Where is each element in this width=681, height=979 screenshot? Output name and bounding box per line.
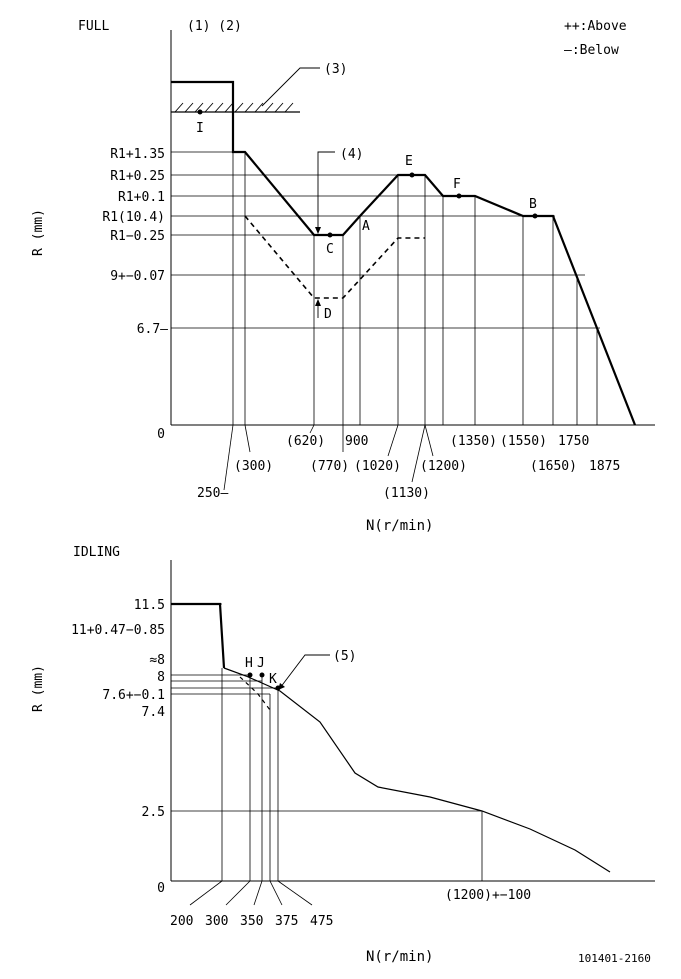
- idling-chart: [171, 560, 655, 905]
- x-tick-250: 250—: [197, 486, 229, 501]
- point-a: A: [362, 219, 370, 234]
- y-tick-0: 0: [157, 427, 165, 442]
- x-tick-375: 375: [275, 914, 299, 929]
- full-title: FULL: [78, 19, 110, 34]
- x-tick-300: (300): [234, 459, 274, 474]
- x-tick-350: 350: [240, 914, 264, 929]
- y-tick-7-6: 7.6+−0.1: [102, 688, 165, 703]
- y-tick-11-5: 11.5: [133, 598, 165, 613]
- x-tick-1875: 1875: [589, 459, 621, 474]
- x-tick-770: (770): [310, 459, 350, 474]
- full-x-ticks: [197, 434, 620, 501]
- idling-curve-below: [240, 677, 270, 710]
- note-1-2: (1) (2): [187, 19, 242, 34]
- note-5: (5): [333, 649, 357, 664]
- point-e: E: [405, 154, 413, 169]
- x-tick-1130: (1130): [383, 486, 430, 501]
- x-tick-1650: (1650): [530, 459, 577, 474]
- idling-title: IDLING: [73, 545, 120, 560]
- legend-above: ++:Above: [564, 19, 627, 34]
- point-k: K: [269, 672, 277, 687]
- y-tick-9: 9+−0.07: [110, 269, 165, 284]
- y-tick-6-7: 6.7—: [136, 322, 168, 337]
- y-tick-r1-minus-0-25: R1−0.25: [110, 229, 165, 244]
- point-d: D: [324, 307, 332, 322]
- idling-y-ticks: [71, 598, 165, 896]
- x-tick-475: 475: [310, 914, 334, 929]
- x-tick-900: 900: [345, 434, 369, 449]
- x-tick-1750: 1750: [558, 434, 590, 449]
- x-tick-620: (620): [286, 434, 326, 449]
- full-x-axis-label: N(r/min): [366, 518, 434, 534]
- idling-x-ticks: [170, 888, 531, 929]
- full-chart: [171, 30, 655, 490]
- x-tick-1020: (1020): [354, 459, 401, 474]
- y-tick-11-tol: 11+0.47−0.85: [71, 623, 165, 638]
- full-curve-above: [171, 82, 635, 425]
- y-tick-approx-8: ≈8: [149, 653, 165, 668]
- point-i: I: [196, 121, 204, 136]
- idling-y-axis-label: R (mm): [31, 665, 46, 712]
- point-h: H: [245, 656, 253, 671]
- x-tick-idle-300: 300: [205, 914, 229, 929]
- drawing-number: 101401-2160: [578, 952, 651, 965]
- x-tick-1550: (1550): [500, 434, 547, 449]
- idling-curve-upper: [171, 604, 224, 668]
- y-tick-idling-0: 0: [157, 881, 165, 896]
- y-tick-r1: R1(10.4): [102, 210, 165, 225]
- note-3: (3): [324, 62, 348, 77]
- point-c: C: [326, 242, 334, 257]
- x-tick-1200: (1200): [420, 459, 467, 474]
- y-tick-r1-plus-1-35: R1+1.35: [110, 147, 165, 162]
- idling-curve: [224, 668, 610, 872]
- y-tick-8: 8: [157, 670, 165, 685]
- point-b: B: [529, 197, 537, 212]
- note-4: (4): [340, 147, 364, 162]
- point-f: F: [453, 177, 461, 192]
- full-y-axis-label: R (mm): [31, 209, 46, 256]
- legend-below: —:Below: [564, 43, 619, 58]
- x-tick-idle-1200: (1200)+−100: [445, 888, 532, 903]
- full-point-labels: [196, 121, 537, 322]
- x-tick-1350: (1350): [450, 434, 497, 449]
- point-j: J: [257, 656, 265, 671]
- idling-x-axis-label: N(r/min): [366, 949, 434, 965]
- y-tick-7-4: 7.4: [141, 705, 165, 720]
- y-tick-2-5: 2.5: [141, 805, 165, 820]
- x-tick-200: 200: [170, 914, 194, 929]
- y-tick-r1-plus-0-1: R1+0.1: [118, 190, 165, 205]
- full-y-ticks: [102, 147, 168, 442]
- y-tick-r1-plus-0-25: R1+0.25: [110, 169, 165, 184]
